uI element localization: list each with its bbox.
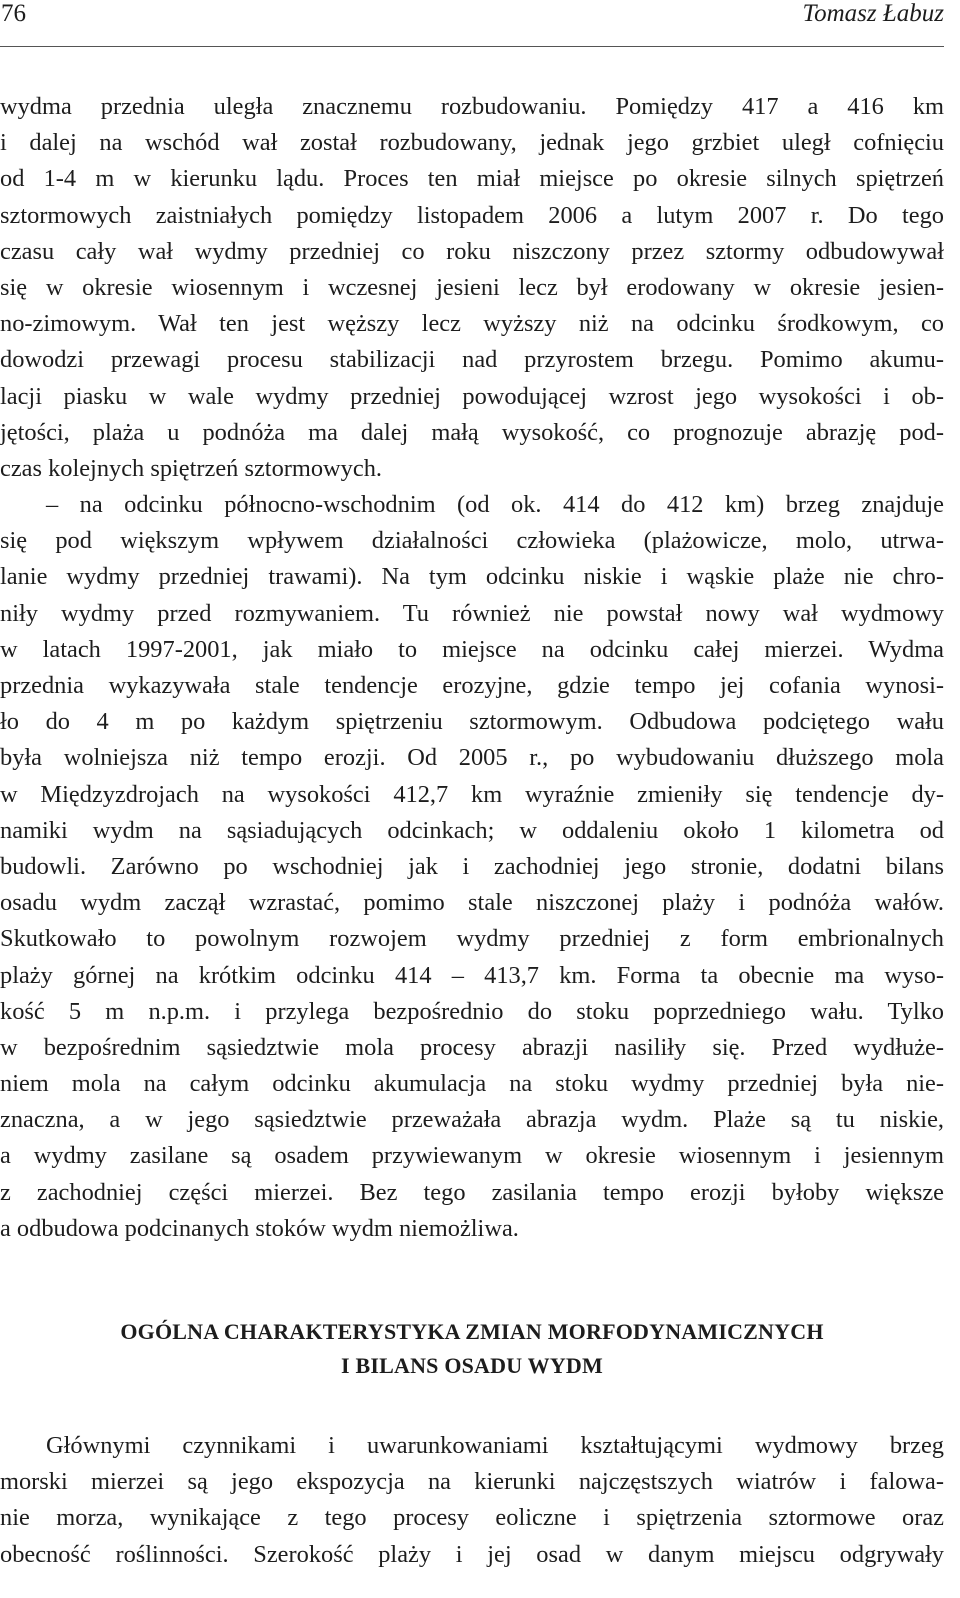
text-line: czas kolejnych spiętrzeń sztormowych. bbox=[0, 454, 382, 482]
section-heading bbox=[0, 1315, 944, 1383]
text-line: jętości, plaża u podnóża ma dalej małą wysokość, co prognozuje abrazję pod- bbox=[0, 418, 944, 446]
text-line: no-zimowym. Wał ten jest węższy lecz wyższy niż na odcinku środkowym, co bbox=[0, 310, 944, 338]
text-line: sztormowych zaistniałych pomiędzy listopadem 2006 a lutym 2007 r. Do tego bbox=[0, 201, 944, 229]
running-author: Tomasz Łabuz bbox=[802, 0, 944, 27]
text-line: budowli. Zarówno po wschodniej jak i zachodniej jego stronie, dodatni bilans bbox=[0, 852, 944, 880]
text-line: przednia wykazywała stale tendencje erozyjne, gdzie tempo jej cofania wynosi- bbox=[0, 672, 944, 699]
text-line: namiki wydm na sąsiadujących odcinkach; w oddaleniu około 1 kilometra od bbox=[0, 816, 944, 844]
text-line: ło do 4 m po każdym spiętrzeniu sztormowym. Odbudowa podciętego wału bbox=[0, 708, 944, 736]
text-line: w bezpośrednim sąsiedztwie mola procesy abrazji nasiliły się. Przed wydłuże- bbox=[0, 1033, 944, 1061]
text-line: kość 5 m n.p.m. i przylega bezpośrednio do stoku poprzedniego wału. Tylko bbox=[0, 997, 944, 1025]
text-line: obecność roślinności. Szerokość plaży i jej osad w danym miejscu odgrywały bbox=[0, 1540, 944, 1568]
text-line: w Międzyzdrojach na wysokości 412,7 km wyraźnie zmieniły się tendencje dy- bbox=[0, 780, 944, 808]
text-line: się pod większym wpływem działalności człowieka (plażowicze, molo, utrwa- bbox=[0, 527, 944, 555]
text-line: czasu cały wał wydmy przedniej co roku niszczony przez sztormy odbudowywał bbox=[0, 237, 944, 265]
text-line: i dalej na wschód wał został rozbudowany, jednak jego grzbiet uległ cofnięciu bbox=[0, 129, 944, 157]
text-line: a odbudowa podcinanych stoków wydm niemożliwa. bbox=[0, 1214, 519, 1242]
section-heading-line: I BILANS OSADU WYDM bbox=[341, 1353, 603, 1378]
text-line: niem mola na całym odcinku akumulacja na stoku wydmy przedniej była nie- bbox=[0, 1070, 944, 1098]
text-line: – na odcinku północno-wschodnim (od ok. 414 do 412 km) brzeg znajduje bbox=[46, 491, 944, 519]
section-heading-line: OGÓLNA CHARAKTERYSTYKA ZMIAN MORFODYNAMICZNYCH bbox=[120, 1319, 824, 1344]
running-header bbox=[0, 0, 944, 47]
text-line: niły wydmy przed rozmywaniem. Tu również nie powstał nowy wał wydmowy bbox=[0, 599, 944, 627]
text-line: w latach 1997-2001, jak miało to miejsce na odcinku całej mierzei. Wydma bbox=[0, 635, 944, 663]
text-line: Skutkowało to powolnym rozwojem wydmy przedniej z form embrionalnych bbox=[0, 925, 944, 953]
text-line: lanie wydmy przedniej trawami). Na tym odcinku niskie i wąskie plaże nie chro- bbox=[0, 563, 944, 591]
body-text bbox=[0, 89, 944, 1247]
body-text bbox=[0, 1428, 944, 1573]
page-number: 76 bbox=[1, 0, 26, 27]
text-line: osadu wydm zaczął wzrastać, pomimo stale niszczonej plaży i podnóża wałów. bbox=[0, 889, 944, 917]
text-line: się w okresie wiosennym i wczesnej jesieni lecz był erodowany w okresie jesien- bbox=[0, 273, 944, 301]
text-line: lacji piasku w wale wydmy przedniej powodującej wzrost jego wysokości i ob- bbox=[0, 382, 944, 410]
text-line: plaży górnej na krótkim odcinku 414 – 413,7 km. Forma ta obecnie ma wyso- bbox=[0, 961, 944, 989]
text-line: Głównymi czynnikami i uwarunkowaniami kształtującymi wydmowy brzeg bbox=[46, 1432, 944, 1459]
text-line: dowodzi przewagi procesu stabilizacji nad przyrostem brzegu. Pomimo akumu- bbox=[0, 346, 944, 374]
text-line: wydma przednia uległa znacznemu rozbudowaniu. Pomiędzy 417 a 416 km bbox=[0, 93, 944, 120]
text-line: a wydmy zasilane są osadem przywiewanym w okresie wiosennym i jesiennym bbox=[0, 1142, 944, 1170]
text-line: z zachodniej części mierzei. Bez tego zasilania tempo erozji byłoby większe bbox=[0, 1178, 944, 1206]
text-line: była wolniejsza niż tempo erozji. Od 2005 r., po wybudowaniu dłuższego mola bbox=[0, 744, 944, 772]
text-line: morski mierzei są jego ekspozycja na kierunki najczęstszych wiatrów i falowa- bbox=[0, 1468, 944, 1496]
text-line: znaczna, a w jego sąsiedztwie przeważała abrazja wydm. Plaże są tu niskie, bbox=[0, 1106, 944, 1134]
text-line: od 1-4 m w kierunku lądu. Proces ten miał miejsce po okresie silnych spiętrzeń bbox=[0, 165, 944, 193]
text-line: nie morza, wynikające z tego procesy eoliczne i spiętrzenia sztormowe oraz bbox=[0, 1504, 944, 1532]
